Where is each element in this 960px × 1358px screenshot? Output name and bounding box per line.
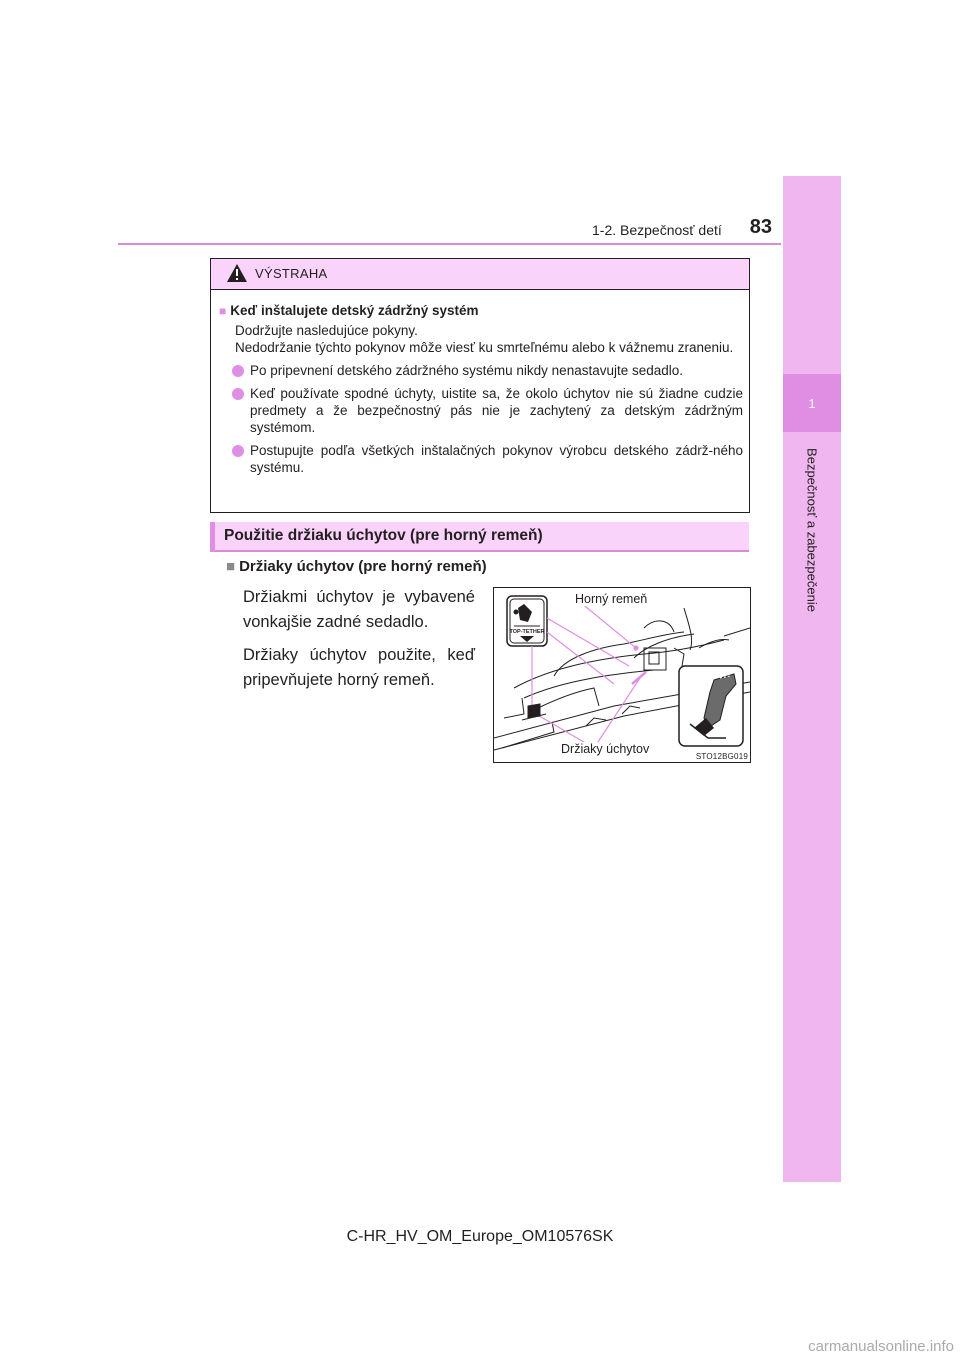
chapter-label: Bezpečnosť a zabezpečenie [804, 448, 820, 612]
warning-intro-2: Nedodržanie týchto pokynov môže viesť ku smrteľnému alebo k vážnemu zraneniu. [235, 340, 734, 355]
warning-item [219, 442, 743, 476]
round-bullet-icon [232, 388, 244, 400]
square-bullet-icon: ■ [219, 304, 227, 318]
warning-header [211, 259, 749, 290]
chapter-side-tab [783, 176, 841, 1182]
footer-document-code: C-HR_HV_OM_Europe_OM10576SK [346, 1228, 614, 1245]
round-bullet-icon [232, 445, 244, 457]
tether-anchor-illustration [493, 587, 751, 763]
warning-item [219, 385, 743, 436]
round-bullet-icon [232, 365, 244, 377]
warning-triangle-icon [226, 263, 248, 283]
warning-box [210, 258, 750, 513]
warning-item-text: Postupujte podľa všetkých inštalačných pokynov výrobcu detského zádrž-ného systému. [250, 443, 743, 475]
warning-intro-1: Dodržujte nasledujúce pokyny. [235, 323, 418, 338]
header-rule [118, 243, 781, 245]
subsection-paragraph: Držiaky úchytov použite, keď pripevňujete horný remeň. [243, 646, 475, 689]
warning-heading [219, 302, 743, 320]
section-accent [210, 522, 215, 552]
watermark: carmanualsonline.info [808, 1338, 954, 1355]
warning-item [219, 362, 743, 379]
warning-heading-text: Keď inštalujete detský zádržný systém [230, 303, 479, 318]
header-section-title: 1-2. Bezpečnosť detí [592, 222, 722, 238]
warning-body [211, 290, 749, 476]
subsection-heading-text: Držiaky úchytov (pre horný remeň) [239, 558, 487, 575]
chapter-number: 1 [783, 374, 841, 432]
anchor-detail-inset [679, 666, 743, 746]
page-number: 83 [749, 216, 772, 238]
top-tether-badge-icon [507, 596, 547, 646]
figure-code: STO12BG019 [695, 752, 748, 761]
seat-illustration [494, 588, 750, 762]
subsection-heading [226, 558, 487, 575]
subsection-paragraph: Držiakmi úchytov je vybavené vonkajšie zadné sedadlo. [243, 588, 475, 631]
section-title-bar [210, 522, 749, 552]
square-bullet-icon: ■ [226, 558, 236, 575]
subsection-body [243, 585, 475, 701]
warning-title: VÝSTRAHA [255, 266, 328, 281]
top-tether-badge-text: TOP-TETHER [509, 629, 545, 635]
warning-item-text: Keď používate spodné úchyty, uistite sa, že okolo úchytov nie sú žiadne cudzie predmety a že bezpečnostný pás nie je zachytený za detským zádržným systémom. [250, 386, 743, 435]
figure-label-top-strap: Horný remeň [575, 592, 648, 606]
leader-lines [532, 602, 646, 748]
figure-label-anchor-holders: Držiaky úchytov [561, 742, 650, 756]
warning-item-text: Po pripevnení detského zádržného systému nikdy nenastavujte sedadlo. [250, 363, 684, 378]
section-title: Použitie držiaku úchytov (pre horný remeň) [224, 527, 543, 544]
